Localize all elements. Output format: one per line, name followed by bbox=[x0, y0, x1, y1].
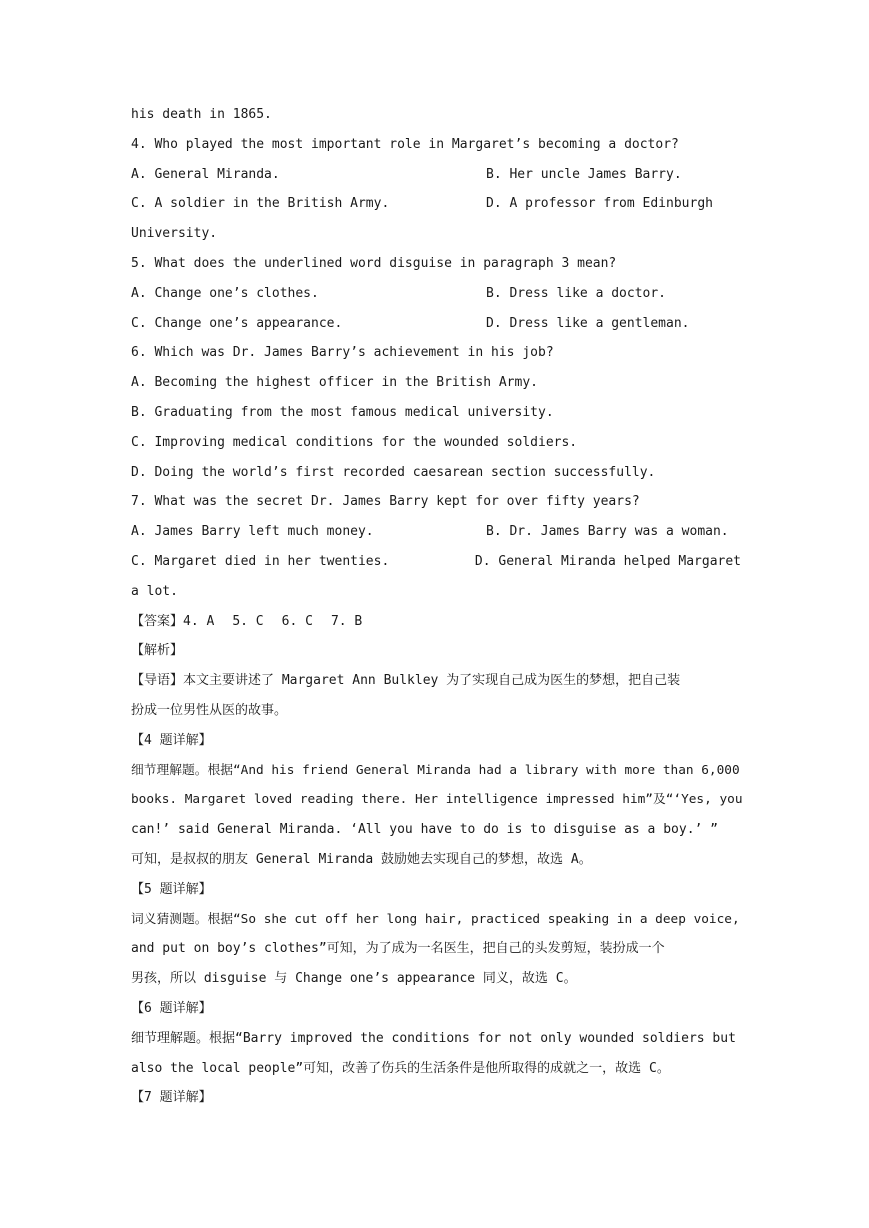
q5-options-row-2 bbox=[131, 309, 741, 339]
q7-option-a: A. James Barry left much money. bbox=[131, 524, 374, 540]
q7-option-d: D. General Miranda helped Margaret bbox=[474, 553, 741, 569]
guide-line-1: 【导语】本文主要讲述了 Margaret Ann Bulkley 为了实现自己成为医生的梦想，把自己装 bbox=[131, 673, 681, 689]
detail-4-line-2: books. Margaret loved reading there. Her intelligence impressed him”及“‘Yes, you bbox=[131, 792, 743, 808]
q7-options-row-1 bbox=[131, 517, 741, 547]
q4-option-d: D. A professor from Edinburgh bbox=[486, 196, 713, 212]
q5-option-b: B. Dress like a doctor. bbox=[486, 285, 667, 301]
detail-7-title: 【7 题详解】 bbox=[131, 1090, 212, 1106]
passage-end-line: his death in 1865. bbox=[131, 107, 272, 122]
q5-option-d: D. Dress like a gentleman. bbox=[486, 315, 690, 331]
q4-options-row-2 bbox=[131, 189, 741, 219]
guide-line-2: 扮成一位男性从医的故事。 bbox=[131, 702, 288, 718]
q4-option-c: C. A soldier in the British Army. bbox=[131, 196, 390, 212]
q6-option-c: C. Improving medical conditions for the wounded soldiers. bbox=[131, 434, 578, 450]
q7-option-c: C. Margaret died in her twenties. bbox=[131, 553, 390, 569]
detail-4-line-4: 可知，是叔叔的朋友 General Miranda 鼓励她去实现自己的梦想，故选 A。 bbox=[131, 851, 592, 867]
q5-options-row-1 bbox=[131, 279, 741, 309]
detail-4-line-3: can!’ said General Miranda. ‘All you have to do is to disguise as a boy.’ ” bbox=[131, 822, 718, 838]
q7-options-row-2 bbox=[131, 547, 741, 577]
q6-option-d: D. Doing the world’s first recorded caesarean section successfully. bbox=[131, 464, 656, 480]
q4-option-a: A. General Miranda. bbox=[131, 166, 280, 182]
question-7: 7. What was the secret Dr. James Barry kept for over fifty years? bbox=[131, 494, 640, 510]
q6-option-a: A. Becoming the highest officer in the British Army. bbox=[131, 375, 538, 391]
detail-4-title: 【4 题详解】 bbox=[131, 732, 212, 748]
q7-option-d-continued: a lot. bbox=[131, 583, 178, 599]
question-5: 5. What does the underlined word disguise in paragraph 3 mean? bbox=[131, 255, 617, 271]
answer-item: 4. A bbox=[183, 613, 215, 629]
question-6: 6. Which was Dr. James Barry’s achievement in his job? bbox=[131, 345, 554, 361]
q4-option-b: B. Her uncle James Barry. bbox=[486, 166, 682, 182]
detail-5-title: 【5 题详解】 bbox=[131, 881, 212, 897]
q4-option-d-continued: University. bbox=[131, 226, 218, 242]
q5-option-c: C. Change one’s appearance. bbox=[131, 315, 343, 331]
detail-5-line-2: and put on boy’s clothes”可知，为了成为一名医生，把自己的头发剪短，装扮成一个 bbox=[131, 941, 665, 957]
detail-5-line-3: 男孩，所以 disguise 与 Change one’s appearance 同义，故选 C。 bbox=[131, 971, 577, 987]
q4-options-row-1 bbox=[131, 160, 741, 190]
detail-6-line-2: also the local people”可知，改善了伤兵的生活条件是他所取得的成就之一，故选 C。 bbox=[131, 1060, 670, 1076]
q5-option-a: A. Change one’s clothes. bbox=[131, 285, 319, 301]
document-page bbox=[131, 100, 741, 1113]
q6-option-b: B. Graduating from the most famous medical university. bbox=[131, 404, 554, 420]
answer-line bbox=[131, 607, 741, 637]
answer-item: 7. B bbox=[330, 613, 363, 629]
detail-4-line-1: 细节理解题。根据“And his friend General Miranda had a library with more than 6,000 bbox=[131, 762, 740, 778]
analysis-label: 【解析】 bbox=[131, 643, 184, 659]
detail-6-line-1: 细节理解题。根据“Barry improved the conditions for not only wounded soldiers but bbox=[131, 1030, 736, 1046]
answer-label: 【答案】 bbox=[131, 613, 184, 629]
answer-item: 6. C bbox=[281, 613, 313, 629]
detail-6-title: 【6 题详解】 bbox=[131, 1000, 212, 1016]
detail-5-line-1: 词义猜测题。根据“So she cut off her long hair, practiced speaking in a deep voice, bbox=[131, 911, 740, 927]
question-4: 4. Who played the most important role in Margaret’s becoming a doctor? bbox=[131, 136, 679, 152]
answer-item: 5. C bbox=[232, 613, 264, 629]
q7-option-b: B. Dr. James Barry was a woman. bbox=[486, 524, 729, 540]
